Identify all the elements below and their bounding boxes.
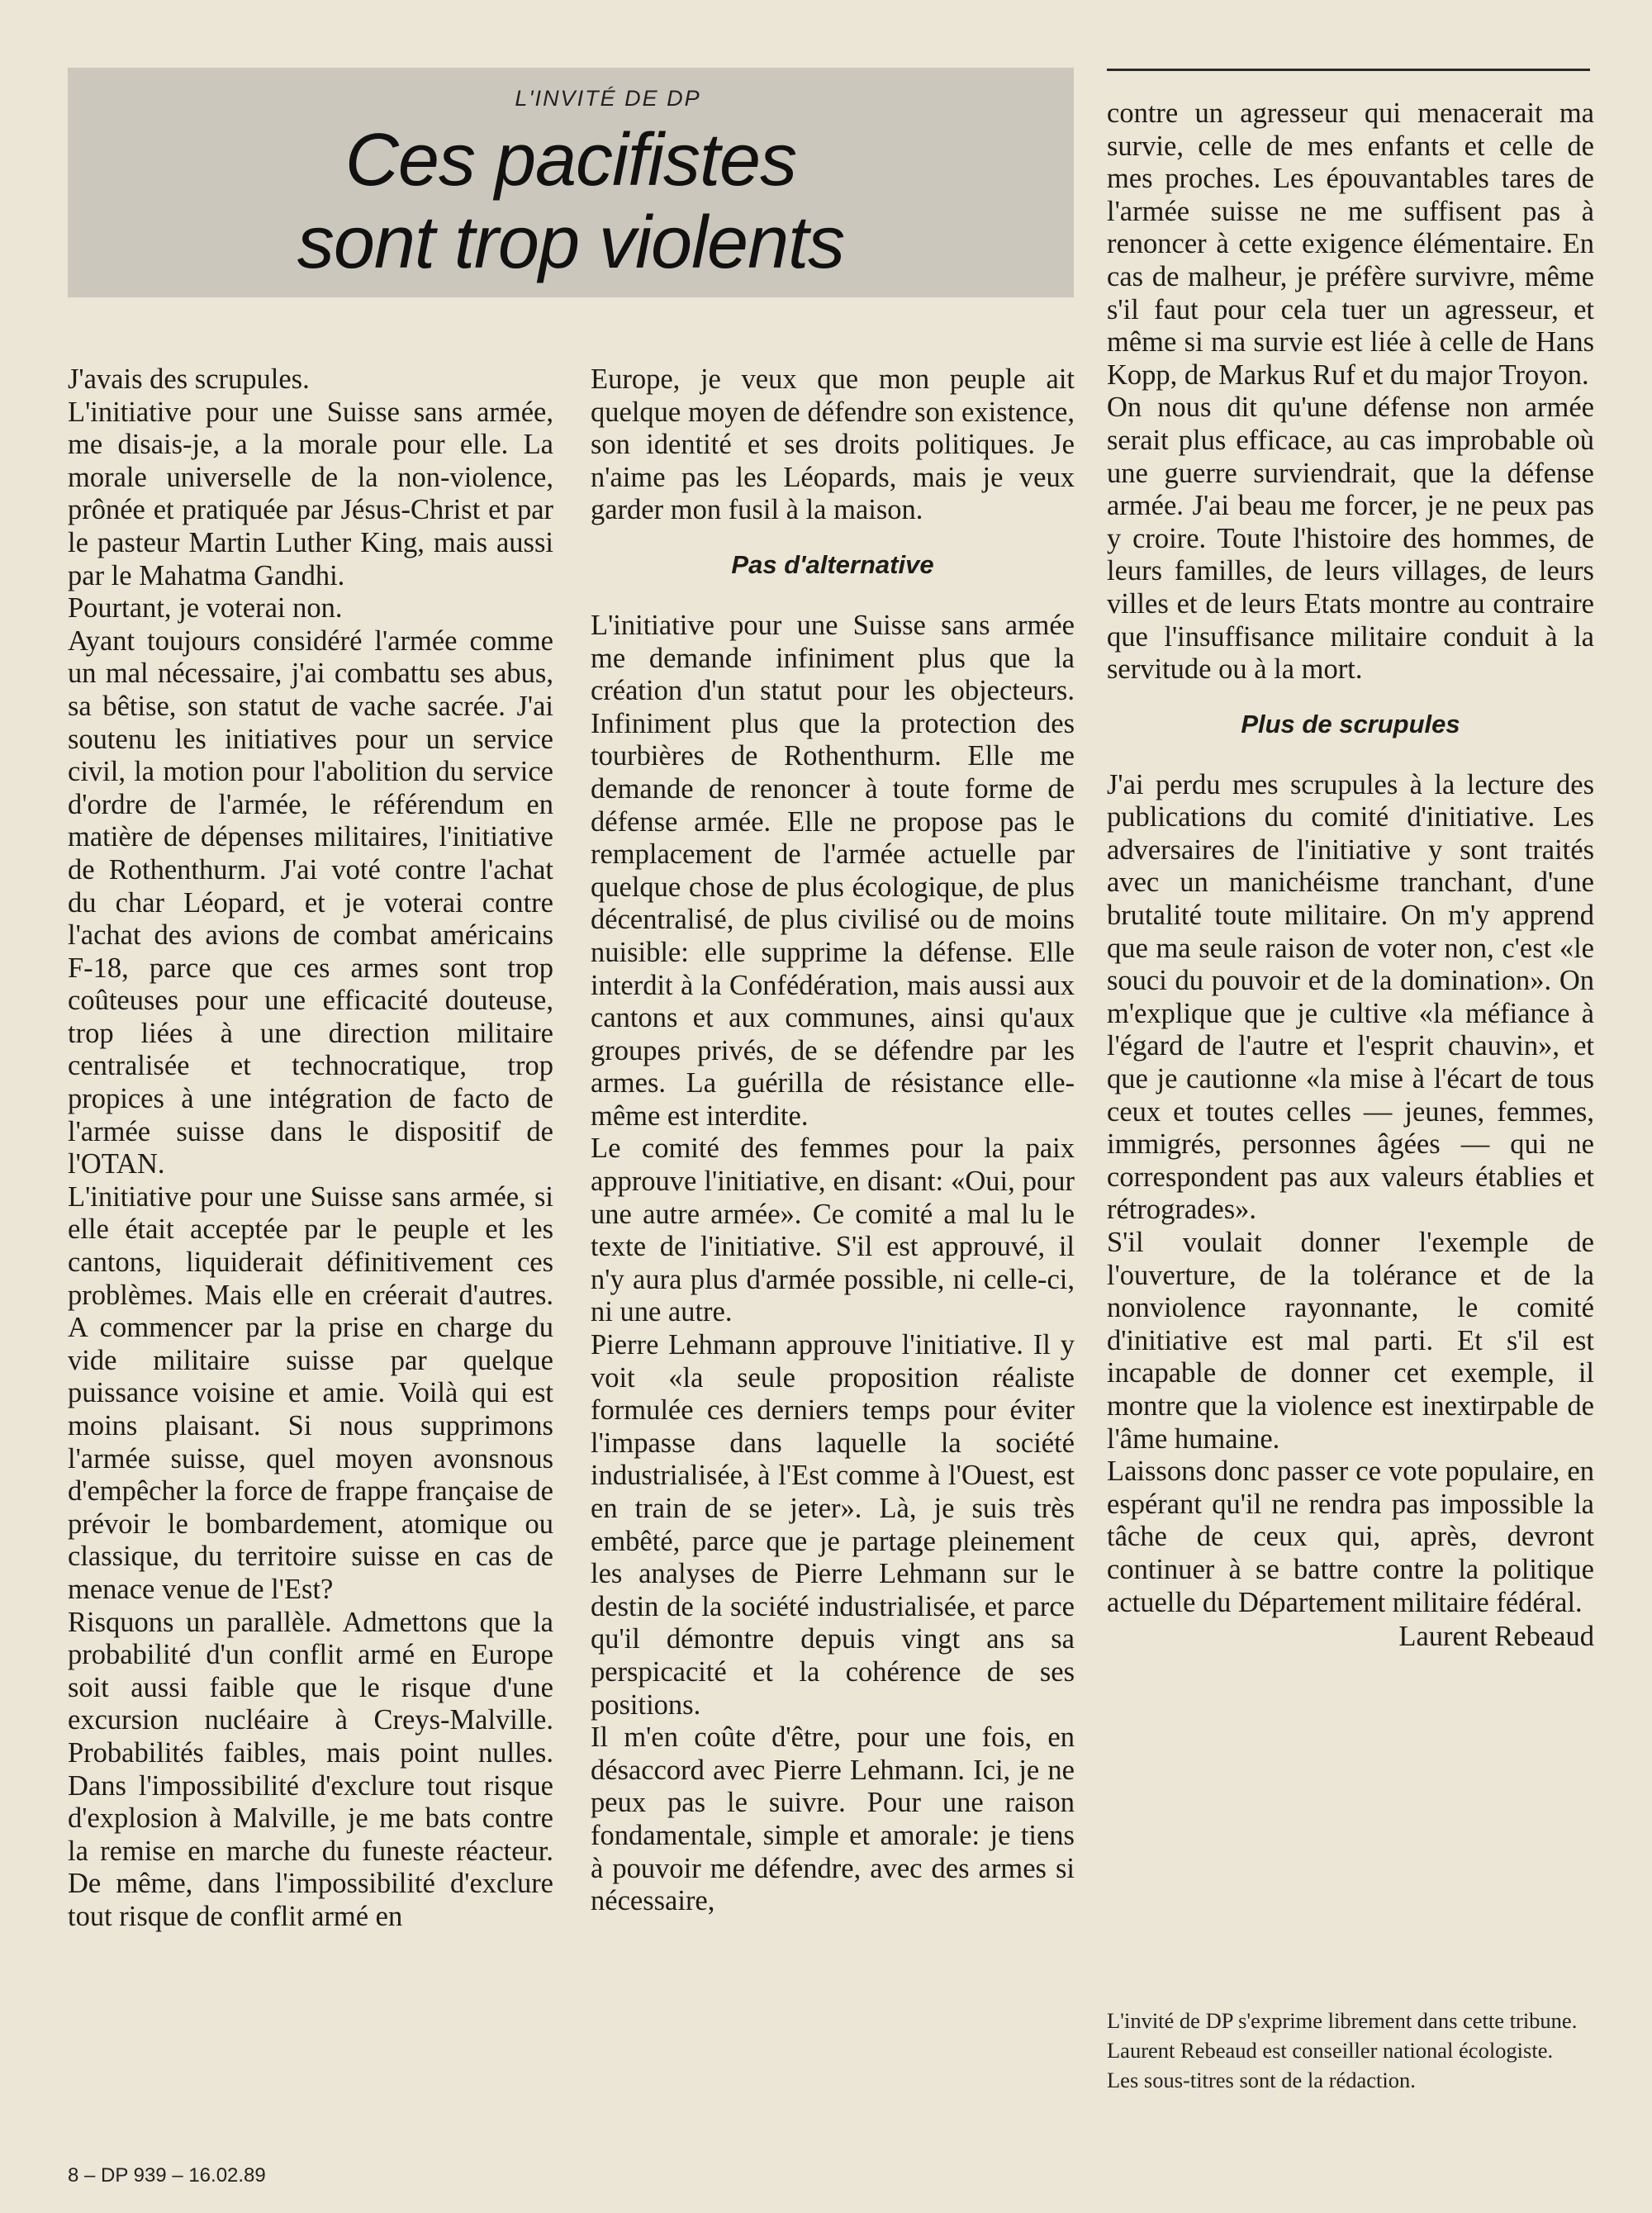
column-2 [591,363,1075,1918]
paragraph: Pierre Lehmann approuve l'initiative. Il y voit «la seule proposition réaliste formulée ces derniers temps pour éviter l'impasse dans laquelle la société industrialisée, à l'Est comme à l'Ouest, est en train de se jeter». Là, je suis très embêté, parce que je partage pleinement les analyses de Pierre Lehmann sur le destin de la société industrialisée, et parce qu'il démontre depuis vingt ans sa perspicacité et la cohérence de ses positions. [591,1329,1075,1721]
note-line: L'invité de DP s'exprime librement dans cette tribune. Laurent Rebeaud est conseiller national écologiste. [1107,2008,1578,2063]
paragraph: On nous dit qu'une défense non armée serait plus efficace, au cas improbable où une guerre surviendrait, que la défense armée. J'ai beau me forcer, je ne peux pas y croire. Toute l'histoire des hommes, de leurs familles, de leurs villages, de leurs villes et de leurs Etats montre au contraire que l'insuffisance militaire conduit à la servitude ou à la mort. [1107,392,1594,686]
paragraph: J'ai perdu mes scrupules à la lecture des publications du comité d'initiative. Les adversaires de l'initiative y sont traités avec un manichéisme tranchant, d'une brutalité toute militaire. On m'y apprend que ma seule raison de voter non, c'est «le souci du pouvoir et de la domination». On m'explique que je cultive «la méfiance à l'égard de l'autre et l'esprit chauvin», et que je cautionne «la mise à l'écart de tous ceux et toutes celles — jeunes, femmes, immigrés, personnes âgées — qui ne correspondent pas aux valeurs établies et rétrogrades». [1107,768,1594,1226]
paragraph: Laissons donc passer ce vote populaire, en espérant qu'il ne rendra pas impossible la tâche de ceux qui, après, devront continuer à se battre contre la politique actuelle du Département militaire fédéral. [1107,1456,1594,1618]
editor-note [1107,2006,1594,2095]
column-top-rule [1107,69,1590,71]
note-line: Les sous-titres sont de la rédaction. [1107,2068,1416,2092]
title-banner [68,68,1074,297]
paragraph: S'il voulait donner l'exemple de l'ouverture, de la tolérance et de la nonviolence rayonnante, le comité d'initiative est mal parti. Et s'il est incapable de donner cet exemple, il montre que la violence est inextirpable de l'âme humaine. [1107,1227,1594,1455]
paragraph: Pourtant, je voterai non. [68,592,343,624]
headline-line-1: Ces pacifistes [344,119,797,202]
paragraph: J'avais des scrupules. [68,363,310,395]
paragraph: L'initiative pour une Suisse sans armée, si elle était acceptée par le peuple et les cantons, liquiderait définitivement ces problèmes. Mais elle en créerait d'autres. A commencer par la prise en charge du vide militaire suisse par quelque puissance voisine et amie. Voilà qui est moins plaisant. Si nous supprimons l'armée suisse, quel moyen avonsnous d'empêcher la force de frappe française de prévoir le bombardement, atomique ou classique, du territoire suisse en cas de menace venue de l'Est? [68,1180,553,1605]
paragraph: Le comité des femmes pour la paix approuve l'initiative, en disant: «Oui, pour une autre armée». Ce comité a mal lu le texte de l'initiative. S'il est approuvé, il n'y aura plus d'armée possible, ni celle-ci, ni une autre. [591,1133,1075,1328]
paragraph: Il m'en coûte d'être, pour une fois, en désaccord avec Pierre Lehmann. Ici, je ne peux pas le suivre. Pour une raison fondamentale, simple et amorale: je tiens à pouvoir me défendre, avec des armes si nécessaire, [591,1721,1075,1917]
headline [68,119,1074,284]
paragraph: L'initiative pour une Suisse sans armée me demande infiniment plus que la création d'un statut pour les objecteurs. Infiniment plus que la protection des tourbières de Rothenthurm. Elle me demande de renoncer à toute forme de défense armée. Elle ne propose pas le remplacement de l'armée actuelle par quelque chose de plus écologique, de plus décentralisé, de plus civilisé ou de moins nuisible: elle supprime la défense. Elle interdit à la Confédération, mais aussi aux cantons et aux communes, ainsi qu'aux groupes privés, de se défendre par les armes. La guérilla de résistance elle-même est interdite. [591,609,1075,1132]
kicker: L'INVITÉ DE DP [515,86,701,111]
paragraph: Europe, je veux que mon peuple ait quelque moyen de défendre son existence, son identité et ses droits politiques. Je n'aime pas les Léopards, mais je veux garder mon fusil à la maison. [591,363,1075,526]
page-footer: 8 – DP 939 – 16.02.89 [68,2164,266,2187]
paragraph: Ayant toujours considéré l'armée comme un mal nécessaire, j'ai combattu ses abus, sa bêtise, son statut de vache sacrée. J'ai soutenu les initiatives pour un service civil, la motion pour l'abolition du service d'ordre de l'armée, le référendum en matière de dépenses militaires, l'initiative de Rothenthurm. J'ai voté contre l'achat du char Léopard, et je voterai contre l'achat des avions de combat américains F-18, parce que ces armes sont trop coûteuses pour une efficacité douteuse, trop liées à une direction militaire centralisée et technocratique, trop propices à une intégration de facto de l'armée suisse dans le dispositif de l'OTAN. [68,624,553,1180]
column-1 [68,363,553,1934]
headline-line-2: sont trop violents [297,202,845,284]
paragraph: contre un agresseur qui menacerait ma survie, celle de mes enfants et celle de mes proches. Les épouvantables tares de l'armée suisse ne me suffisent pas à renoncer à cette exigence élémentaire. En cas de malheur, je préfère survivre, même s'il faut pour cela tuer un agresseur, et même si ma survie est liée à celle de Hans Kopp, de Markus Ruf et du major Troyon. [1107,97,1594,391]
column-3 [1107,97,1594,1654]
paragraph: L'initiative pour une Suisse sans armée, me disais-je, a la morale pour elle. La morale universelle de la non-violence, prônée et pratiquée par Jésus-Christ et par le pasteur Martin Luther King, mais aussi par le Mahatma Gandhi. [68,396,553,591]
subheading: Plus de scrupules [1241,709,1460,738]
subheading: Pas d'alternative [731,549,934,579]
paragraph: Risquons un parallèle. Admettons que la probabilité d'un conflit armé en Europe soit aussi faible que le risque d'une excursion nucléaire à Creys-Malville. Probabilités faibles, mais point nulles. Dans l'impossibilité d'exclure tout risque d'explosion à Malville, je me bats contre la remise en marche du funeste réacteur. De même, dans l'impossibilité d'exclure tout risque de conflit armé en [68,1606,553,1932]
author-signature: Laurent Rebeaud [1398,1621,1594,1653]
